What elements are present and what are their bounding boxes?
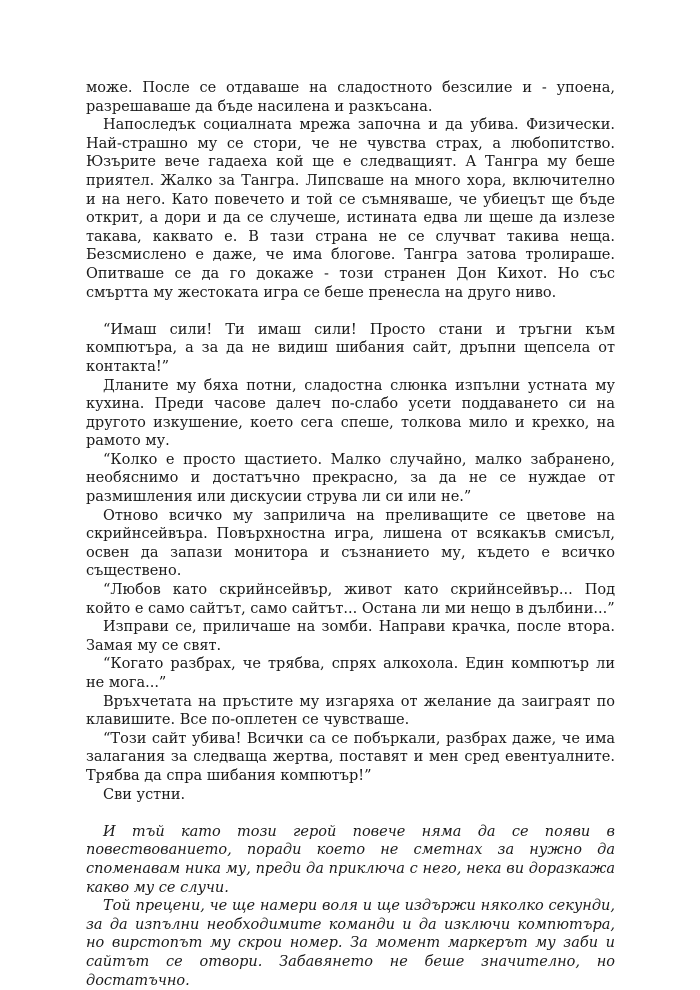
paragraph-6: Отново всичко му заприлича на преливащите се цветове на скрийнсейвъра. Повърхностна игра, лишена от всякакъв смисъл, освен да запази монитора и съзнанието му, където е всичко съществено.: [86, 507, 615, 580]
paragraph-5: “Колко е просто щастието. Малко случайно, малко забранено, необяснимо и достатъчно прекрасно, за да не се нуждае от размишления или дискусии струва ли си или не.”: [86, 451, 615, 506]
paragraph-gap: [86, 804, 615, 823]
paragraph-1: може. После се отдаваше на сладостното безсилие и - упоена, разрешаваше да бъде насилена и разкъсана.: [86, 80, 615, 115]
paragraph-10: Връхчетата на пръстите му изгаряха от желание да заиграят по клавишите. Все по-оплетен се чувстваше.: [86, 693, 615, 729]
paragraph-14-italic: Той прецени, че ще намери воля и ще издържи няколко секунди, за да изпълни необходимите команди и да изключи компютъра, но вирстопът му скрои номер. За момент маркерът му заби и сайтът се отвори. Забавянето не беше значително, но достатъчно.: [86, 898, 615, 989]
paragraph-7: “Любов като скрийнсейвър, живот като скрийнсейвър... Под който е само сайтът, само сайтът... Остана ли ми нещо в дълбини...”: [86, 582, 615, 617]
paragraph-11: “Този сайт убива! Всички са се побъркали, разбрах даже, че има залагания за следваща жертва, поставят и мен сред евентуалните. Трябва да спра шибания компютър!”: [86, 730, 615, 784]
paragraph-12: Сви устни.: [103, 786, 186, 803]
paragraph-9: “Когато разбрах, че трябва, спрях алкохола. Един компютър ли не мога...”: [86, 656, 615, 691]
document-page: [86, 79, 615, 990]
paragraph-gap: [86, 302, 615, 321]
paragraph-8: Изправи се, приличаше на зомби. Направи крачка, после втора. Замая му се свят.: [86, 619, 615, 654]
paragraph-13-italic: И тъй като този герой повече няма да се появи в повествованието, поради което не сметнах за нужно да споменавам ника му, преди да приключа с него, нека ви доразкажа какво му се случи.: [86, 823, 615, 896]
paragraph-4: Дланите му бяха потни, сладостна слюнка изпълни устната му кухина. Преди часове далеч по-слабо усети поддаването си на другото изкушение, което сега спеше, толкова мило и крехко, на рамото му.: [86, 377, 615, 450]
paragraph-3: “Имаш сили! Ти имаш сили! Просто стани и тръгни към компютъра, а за да не видиш шибания сайт, дръпни щепсела от контакта!”: [86, 321, 615, 375]
paragraph-2: Напоследък социалната мрежа започна и да убива. Физически. Най-страшно му се стори, че не чувства страх, а любопитство. Юзърите вече гадаеха кой ще е следващият. А Тангра му беше приятел. Жалко за Тангра. Липсваше на много хора, включително и на него. Като повечето и той се съмняваше, че убиецът ще бъде открит, а дори и да се случеше, истината едва ли щеше да излезе такава, каквато е. В тази страна не се случват такива неща. Безсмислено е даже, че има блогове. Тангра затова тролираше. Опитваше се да го докаже - този странен Дон Кихот. Но със смъртта му жестоката игра се беше пренесла на друго ниво.: [86, 117, 615, 301]
